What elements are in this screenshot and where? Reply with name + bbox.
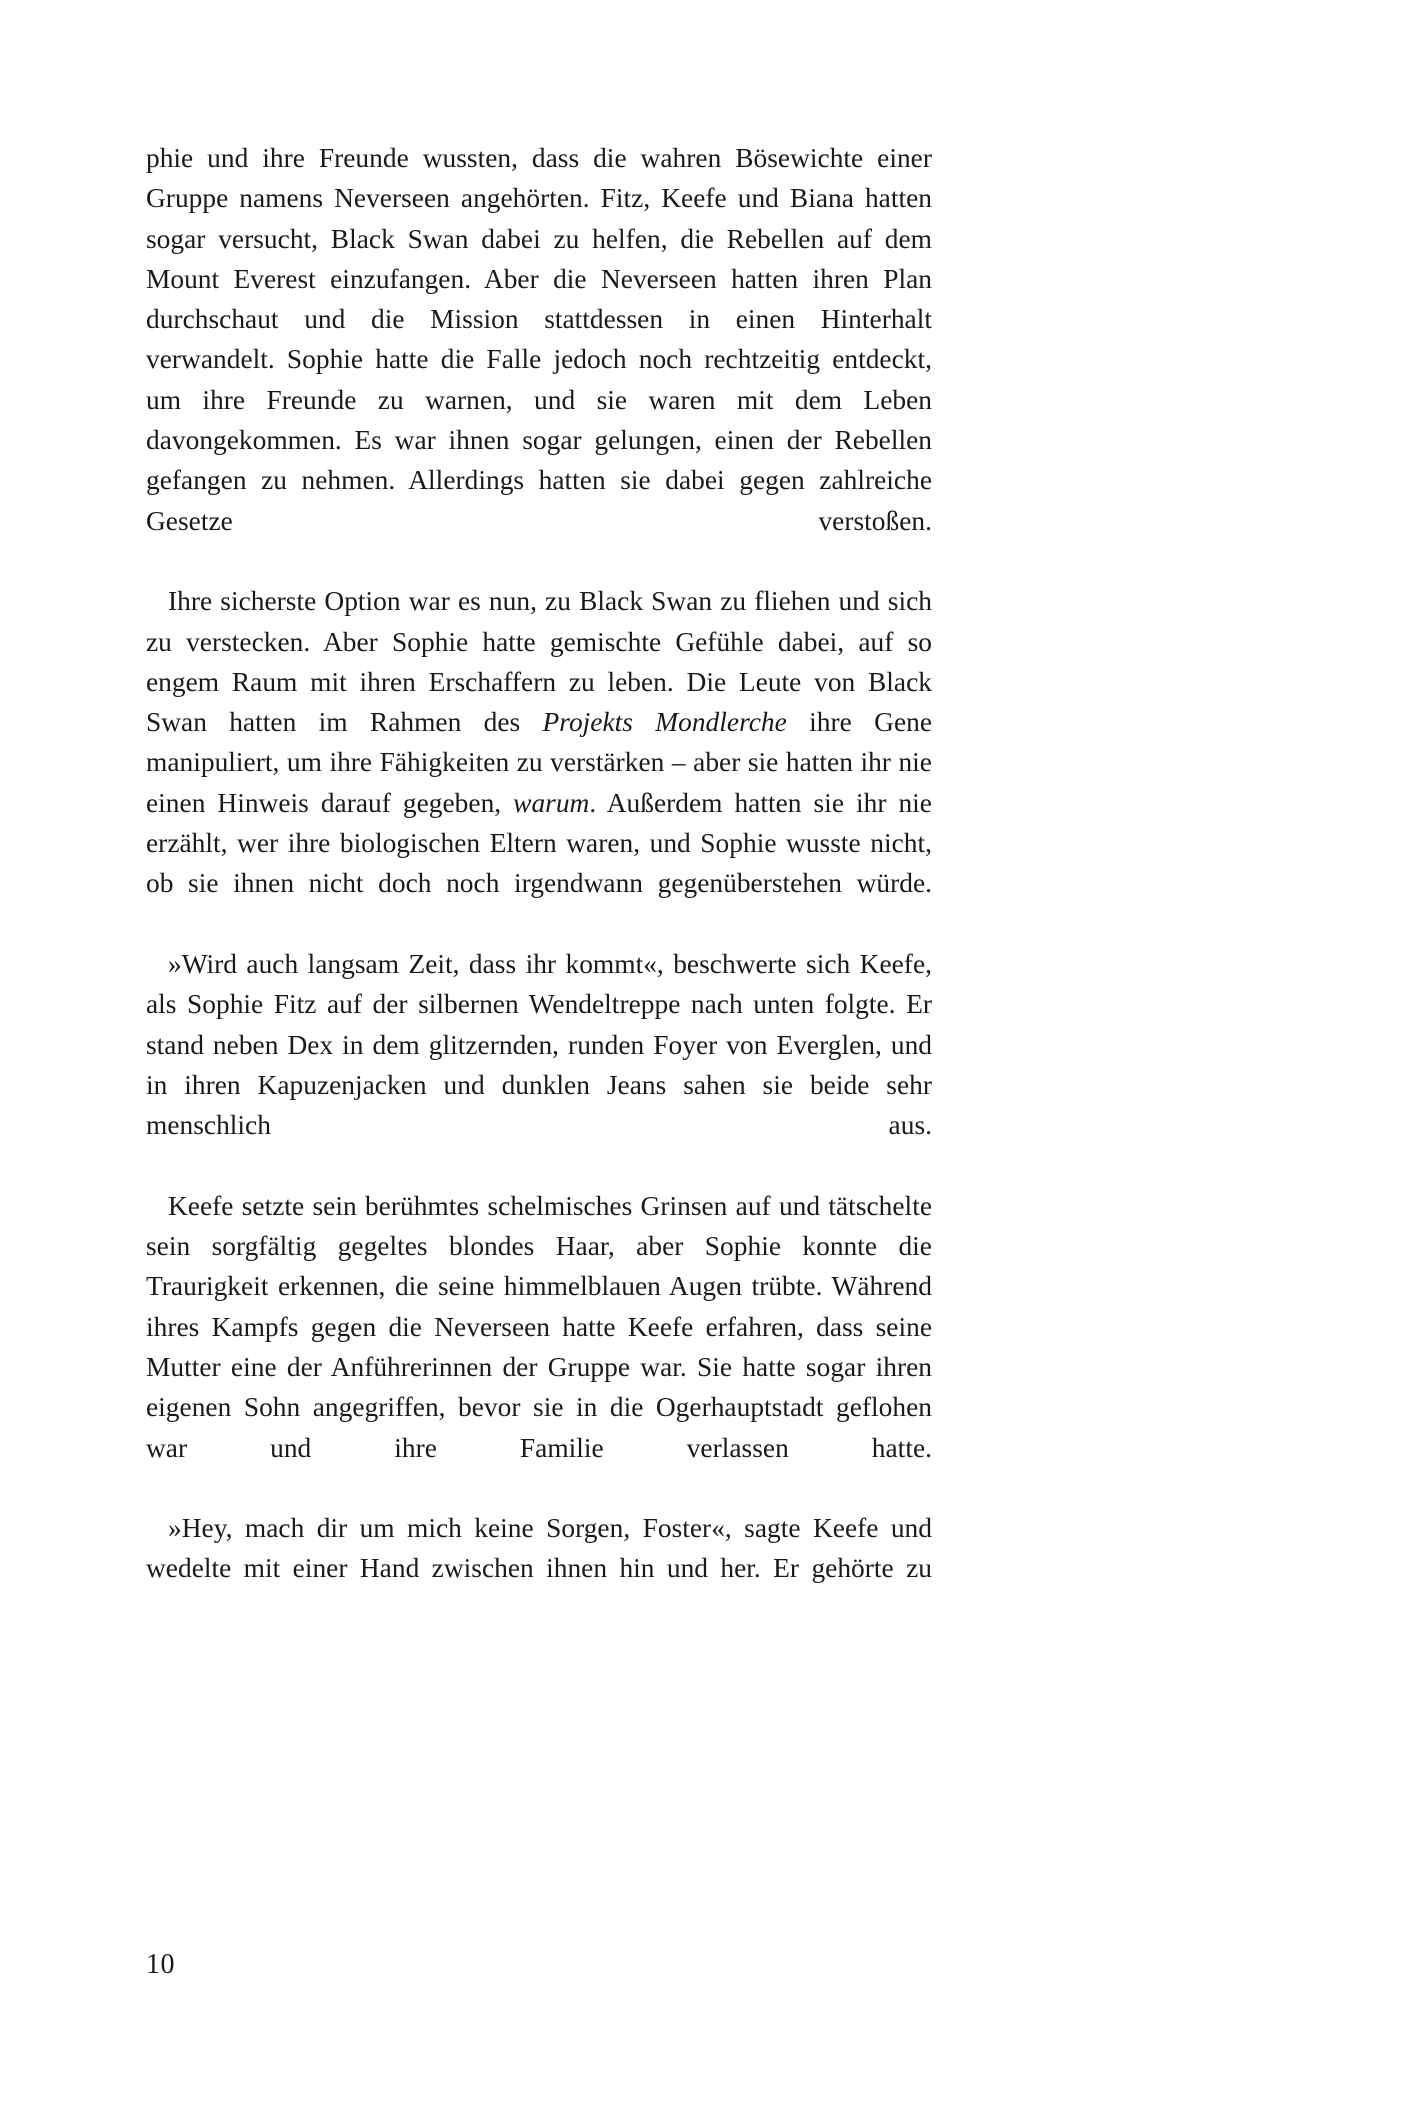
paragraph [146, 138, 932, 581]
italic-emphasis-warum: warum [513, 787, 590, 818]
paragraph [146, 1186, 932, 1508]
paragraph [146, 581, 932, 944]
paragraph [146, 944, 932, 1186]
text-run: ihre Gene manipuliert, um ihre Fähigkeiten zu verstärken – aber sie hatten ihr nie einen Hinweis darauf gegeben, [146, 707, 933, 818]
text-run: »Wird auch langsam Zeit, dass ihr kommt«, beschwerte sich Keefe, als Sophie Fitz auf der silbernen Wendeltreppe nach unten folgte. Er stand neben Dex in dem glitzernden, runden Foyer von Everglen, und in ihren Kapuzenjacken und dunklen Jeans sahen sie beide sehr menschlich aus. [146, 948, 932, 1141]
paragraph [146, 1508, 932, 1629]
text-run: »Hey, mach dir um mich keine Sorgen, Foster«, sagte Keefe und wedelte mit einer Hand zwischen ihnen hin und her. Er gehörte zu [146, 1513, 932, 1584]
text-run: phie und ihre Freunde wussten, dass die wahren Bösewichte einer Gruppe namens Neverseen angehörten. Fitz, Keefe und Biana hatten sogar versucht, Black Swan dabei zu helfen, die Rebellen auf dem Mount Everest einzufangen. Aber die Neverseen hatten ihren Plan durchschaut und die Mission stattdessen in einen Hinterhalt verwandelt. Sophie hatte die Falle jedoch noch rechtzeitig entdeckt, um ihre Freunde zu warnen, und sie waren mit dem Leben davongekommen. Es war ihnen sogar gelungen, einen der Rebellen gefangen zu nehmen. Allerdings hatten sie dabei gegen zahlreiche Gesetze verstoßen. [146, 143, 932, 536]
page-number: 10 [146, 1949, 175, 1980]
text-run: Ihre sicherste Option war es nun, zu Black Swan zu fliehen und sich zu verstecken. Aber Sophie hatte gemischte Gefühle dabei, auf so engem Raum mit ihren Erschaffern zu leben. Die Leute von Black Swan hatten im Rahmen des [146, 586, 932, 738]
text-run: . Außerdem hatten sie ihr nie erzählt, wer ihre biologischen Eltern waren, und Sophie wusste nicht, ob sie ihnen nicht doch noch irgendwann gegenüberstehen würde. [146, 787, 932, 899]
italic-title-projekts-mondlerche: Projekts Mondlerche [542, 707, 787, 738]
body-text-block [146, 138, 932, 1629]
text-run: Keefe setzte sein berühmtes schelmisches Grinsen auf und tätschelte sein sorgfältig gegeltes blondes Haar, aber Sophie konnte die Traurigkeit erkennen, die seine himmelblauen Augen trübte. Während ihres Kampfs gegen die Neverseen hatte Keefe erfahren, dass seine Mutter eine der Anführerinnen der Gruppe war. Sie hatte sogar ihren eigenen Sohn angegriffen, bevor sie in die Ogerhauptstadt geflohen war und ihre Familie verlassen hatte. [146, 1190, 932, 1463]
